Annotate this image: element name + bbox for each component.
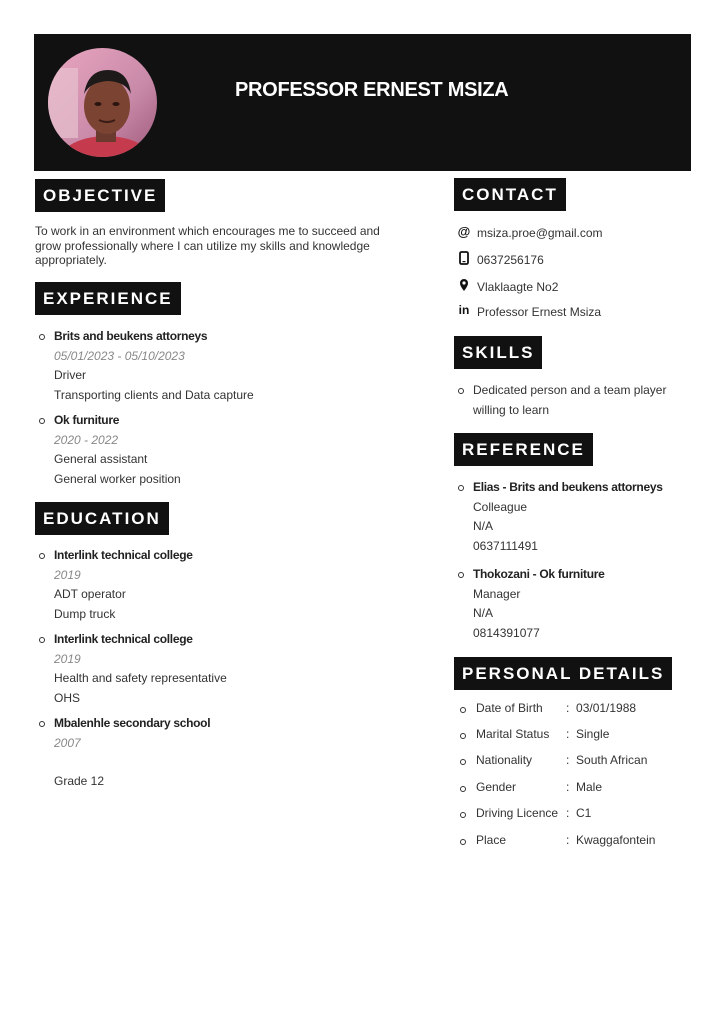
personal-value: : C1 (566, 806, 592, 820)
personal-value-text: 03/01/1988 (576, 701, 637, 715)
item-title: Elias - Brits and beukens attorneys (473, 480, 663, 494)
item-line: Transporting clients and Data capture (54, 387, 254, 402)
item-title: Interlink technical college (54, 548, 193, 562)
personal-label: Nationality (476, 753, 533, 767)
item-line: Grade 12 (54, 774, 105, 788)
page-title: PROFESSOR ERNEST MSIZA (235, 79, 509, 101)
bullet-icon (460, 707, 466, 713)
item-line: willing to learn (473, 402, 550, 417)
bullet-icon (460, 839, 466, 845)
contact-linkedin (458, 303, 602, 319)
bullet-icon (460, 786, 466, 792)
bullet-icon (39, 637, 45, 643)
at-icon: @ (457, 224, 471, 239)
personal-row (476, 833, 656, 847)
item-line: OHS (54, 690, 81, 705)
linkedin-text: Professor Ernest Msiza (477, 305, 602, 319)
education-item (54, 546, 193, 624)
personal-row (476, 753, 648, 767)
section-heading-personal-details: PERSONAL DETAILS (454, 657, 672, 690)
personal-value: : Male (566, 780, 603, 794)
item-line: Manager (473, 586, 521, 601)
objective-line: appropriately. (35, 253, 107, 267)
bullet-icon (458, 388, 464, 394)
location-pin-icon (456, 278, 472, 295)
item-line: Dedicated person and a team player (473, 383, 667, 397)
personal-value-text: South African (576, 753, 648, 767)
bullet-icon (458, 572, 464, 578)
item-line: 0814391077 (473, 625, 540, 640)
item-title: Interlink technical college (54, 632, 193, 646)
item-line: Driver (54, 368, 86, 382)
section-heading-objective: OBJECTIVE (35, 179, 165, 212)
experience-item (54, 327, 254, 405)
section-heading-experience: EXPERIENCE (35, 282, 181, 315)
reference-item (473, 478, 663, 556)
item-line: Dump truck (54, 606, 116, 621)
personal-label: Gender (476, 780, 517, 794)
personal-label: Marital Status (476, 727, 550, 741)
section-heading-contact: CONTACT (454, 178, 566, 211)
personal-value-text: C1 (576, 806, 592, 820)
item-title: Thokozani - Ok furniture (473, 567, 605, 581)
experience-item (54, 411, 181, 489)
contact-address (477, 280, 558, 294)
personal-value-text: Male (576, 780, 603, 794)
bullet-icon (39, 418, 45, 424)
item-line: N/A (473, 606, 494, 620)
bullet-icon (39, 721, 45, 727)
item-date: 05/01/2023 - 05/10/2023 (54, 348, 185, 363)
item-title: Brits and beukens attorneys (54, 329, 208, 343)
item-line: General assistant (54, 452, 148, 466)
item-line: General worker position (54, 471, 181, 486)
item-date: 2019 (54, 651, 81, 666)
personal-row (476, 780, 603, 794)
personal-row (476, 806, 592, 820)
item-date: 2020 - 2022 (54, 432, 119, 447)
objective-line: grow professionally where I can utilize my skills and knowledge (35, 238, 370, 253)
profile-photo (48, 48, 157, 157)
personal-label: Place (476, 833, 507, 847)
avatar (48, 48, 157, 157)
personal-value: : Single (566, 727, 610, 741)
section-heading-skills: SKILLS (454, 336, 542, 369)
item-line: ADT operator (54, 587, 126, 601)
personal-value-text: Kwaggafontein (576, 833, 656, 847)
email-text: msiza.proe@gmail.com (477, 226, 603, 240)
bullet-icon (458, 485, 464, 491)
personal-label: Driving Licence (476, 806, 559, 820)
education-item (54, 714, 210, 792)
section-heading-education: EDUCATION (35, 502, 169, 535)
item-title: Mbalenhle secondary school (54, 716, 211, 730)
bullet-icon (460, 812, 466, 818)
objective-text (35, 224, 425, 268)
item-line: Health and safety representative (54, 671, 227, 685)
objective-line: To work in an environment which encourages me to succeed and (35, 224, 380, 238)
bullet-icon (39, 334, 45, 340)
item-date: 2019 (54, 567, 81, 582)
personal-value-text: Single (576, 727, 610, 741)
bullet-icon (39, 553, 45, 559)
personal-value: : South African (566, 753, 648, 767)
skill-item (473, 381, 666, 420)
bullet-icon (460, 733, 466, 739)
personal-row (476, 701, 637, 715)
section-heading-reference: REFERENCE (454, 433, 593, 466)
linkedin-icon: in (458, 303, 470, 317)
item-line: 0637111491 (473, 538, 538, 553)
personal-value: : 03/01/1988 (566, 701, 637, 715)
item-line: N/A (473, 519, 494, 533)
item-date: 2007 (54, 735, 81, 750)
bullet-icon (460, 759, 466, 765)
contact-email (457, 224, 603, 240)
reference-item (473, 565, 604, 643)
item-title: Ok furniture (54, 413, 120, 427)
personal-row (476, 727, 610, 741)
education-item (54, 630, 227, 708)
personal-label: Date of Birth (476, 701, 543, 715)
contact-phone (477, 253, 544, 267)
address-text: Vlaklaagte No2 (477, 280, 559, 294)
personal-value: : Kwaggafontein (566, 833, 656, 847)
phone-text: 0637256176 (477, 253, 544, 267)
phone-icon (456, 251, 472, 268)
item-line: Colleague (473, 499, 528, 514)
header-banner (34, 34, 691, 171)
